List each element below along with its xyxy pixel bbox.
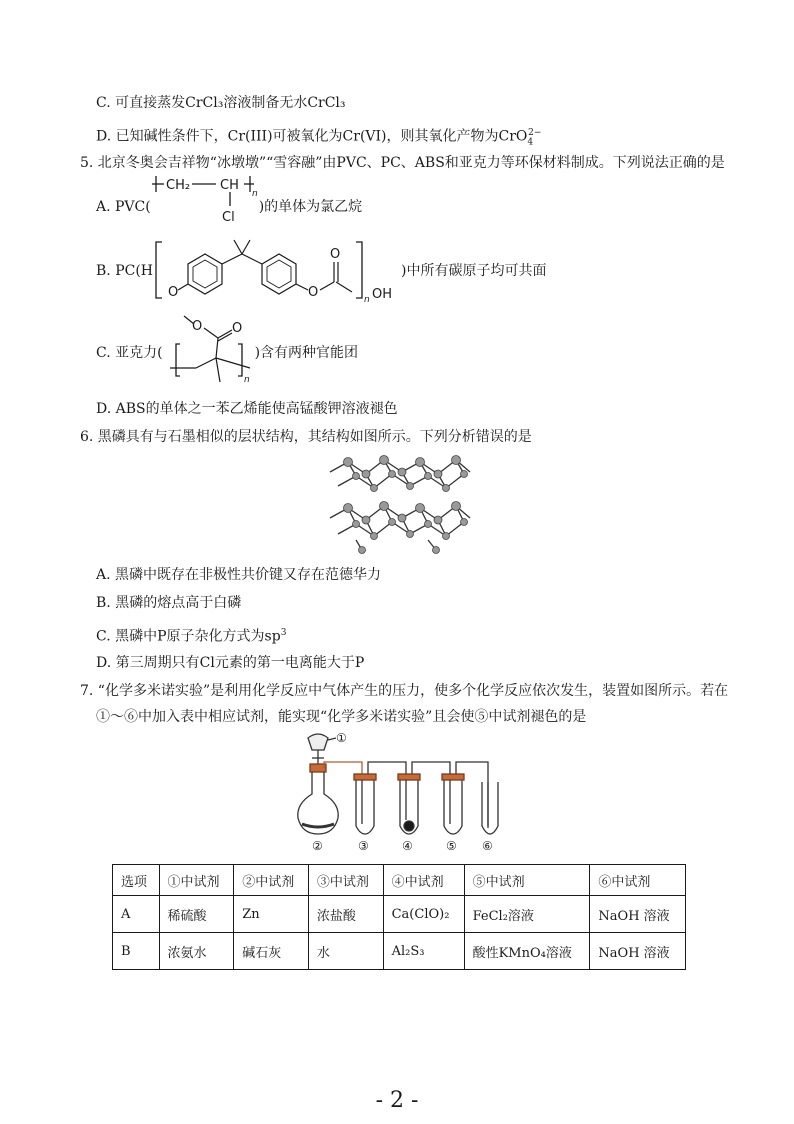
table-header-cell: ④中试剂 — [383, 865, 464, 896]
q4-option-d-sup: 2− — [528, 128, 542, 138]
domino-apparatus — [290, 732, 510, 856]
table-header-row — [113, 865, 686, 896]
q4-option-d — [96, 124, 541, 151]
table-cell: FeCl₂溶液 — [464, 896, 590, 933]
q6-option-c-text: C. 黑磷中P原子杂化方式为sp — [96, 628, 281, 645]
pc-o2: O — [308, 285, 319, 300]
pc-o1: O — [168, 285, 179, 300]
table-cell: NaOH 溶液 — [590, 933, 686, 970]
label-6: ⑥ — [482, 839, 493, 853]
pvc-ch: CH — [220, 178, 239, 193]
table-cell: Ca(ClO)₂ — [383, 896, 464, 933]
table-header-cell: ⑤中试剂 — [464, 865, 590, 896]
pvc-structure — [150, 172, 262, 224]
table-cell: A — [113, 896, 160, 933]
table-cell: NaOH 溶液 — [590, 896, 686, 933]
label-5: ⑤ — [446, 839, 457, 853]
pc-oh: OH — [372, 287, 393, 302]
q4-option-c: C. 可直接蒸发CrCl₃溶液制备无水CrCl₃ — [96, 95, 346, 111]
reagent-table — [112, 864, 686, 970]
table-header-cell: ②中试剂 — [234, 865, 309, 896]
table-row — [113, 896, 686, 933]
table-header-cell: 选项 — [113, 865, 160, 896]
table-row — [113, 933, 686, 970]
label-3: ③ — [358, 839, 369, 853]
q5-b-post: )中所有碳原子均可共面 — [401, 263, 547, 279]
q5-c-post: )含有两种官能团 — [254, 345, 359, 361]
q6-option-d: D. 第三周期只有Cl元素的第一电离能大于P — [96, 655, 365, 671]
table-cell: B — [113, 933, 160, 970]
table-cell: 水 — [308, 933, 383, 970]
table-header-cell: ⑥中试剂 — [590, 865, 686, 896]
table-cell: 浓盐酸 — [308, 896, 383, 933]
table-cell: 浓氨水 — [159, 933, 234, 970]
pvc-ch2: CH₂ — [166, 178, 191, 193]
table-cell: 稀硫酸 — [159, 896, 234, 933]
q6-option-a: A. 黑磷中既存在非极性共价键又存在范德华力 — [96, 567, 382, 583]
q5-c-pre: C. 亚克力( — [96, 345, 163, 361]
pc-n: n — [364, 295, 370, 305]
q7-stem-line1: 7. “化学多米诺实验”是利用化学反应中气体产生的压力，使多个化学反应依次发生，装置如图所示。若在 — [80, 683, 729, 699]
q5-a-pre: A. PVC( — [96, 199, 151, 215]
q5-b-pre: B. PC(H — [96, 263, 153, 279]
q5-option-d: D. ABS的单体之一苯乙烯能使高锰酸钾溶液褪色 — [96, 401, 398, 417]
acrylic-structure — [166, 310, 266, 390]
acrylic-o1: O — [192, 319, 203, 334]
page-number: - 2 - — [375, 1088, 419, 1113]
q4-option-d-sub: 4 — [527, 137, 534, 148]
q4-option-d-text: D. 已知碱性条件下，Cr(III)可被氧化为Cr(VI)，则其氧化产物为CrO — [96, 128, 528, 145]
table-cell: Zn — [234, 896, 309, 933]
pc-structure — [148, 236, 398, 308]
q5-a-post: )的单体为氯乙烷 — [258, 199, 363, 215]
table-cell: 碱石灰 — [234, 933, 309, 970]
table-header-cell: ③中试剂 — [308, 865, 383, 896]
q7-stem-line2: ①～⑥中加入表中相应试剂，能实现“化学多米诺实验”且会使⑤中试剂褪色的是 — [96, 709, 587, 725]
acrylic-o2: O — [232, 321, 243, 336]
table-cell: 酸性KMnO₄溶液 — [464, 933, 590, 970]
pvc-cl: Cl — [222, 210, 235, 225]
q6-stem: 6. 黑磷具有与石墨相似的层状结构，其结构如图所示。下列分析错误的是 — [80, 429, 532, 445]
q6-option-b: B. 黑磷的熔点高于白磷 — [96, 595, 242, 611]
table-header-cell: ①中试剂 — [159, 865, 234, 896]
q6-option-c-sup: 3 — [280, 628, 287, 638]
pc-o3: O — [330, 247, 341, 262]
black-phosphorus-figure — [326, 452, 474, 556]
label-2: ② — [312, 839, 323, 853]
label-1: ① — [336, 731, 347, 745]
table-cell: Al₂S₃ — [383, 933, 464, 970]
q6-option-c — [96, 624, 286, 646]
q5-stem: 5. 北京冬奥会吉祥物“冰墩墩”“雪容融”由PVC、PC、ABS和亚克力等环保材料制成。下列说法正确的是 — [80, 155, 725, 171]
acrylic-n: n — [244, 375, 250, 385]
pvc-n: n — [252, 189, 258, 199]
label-4: ④ — [402, 839, 413, 853]
